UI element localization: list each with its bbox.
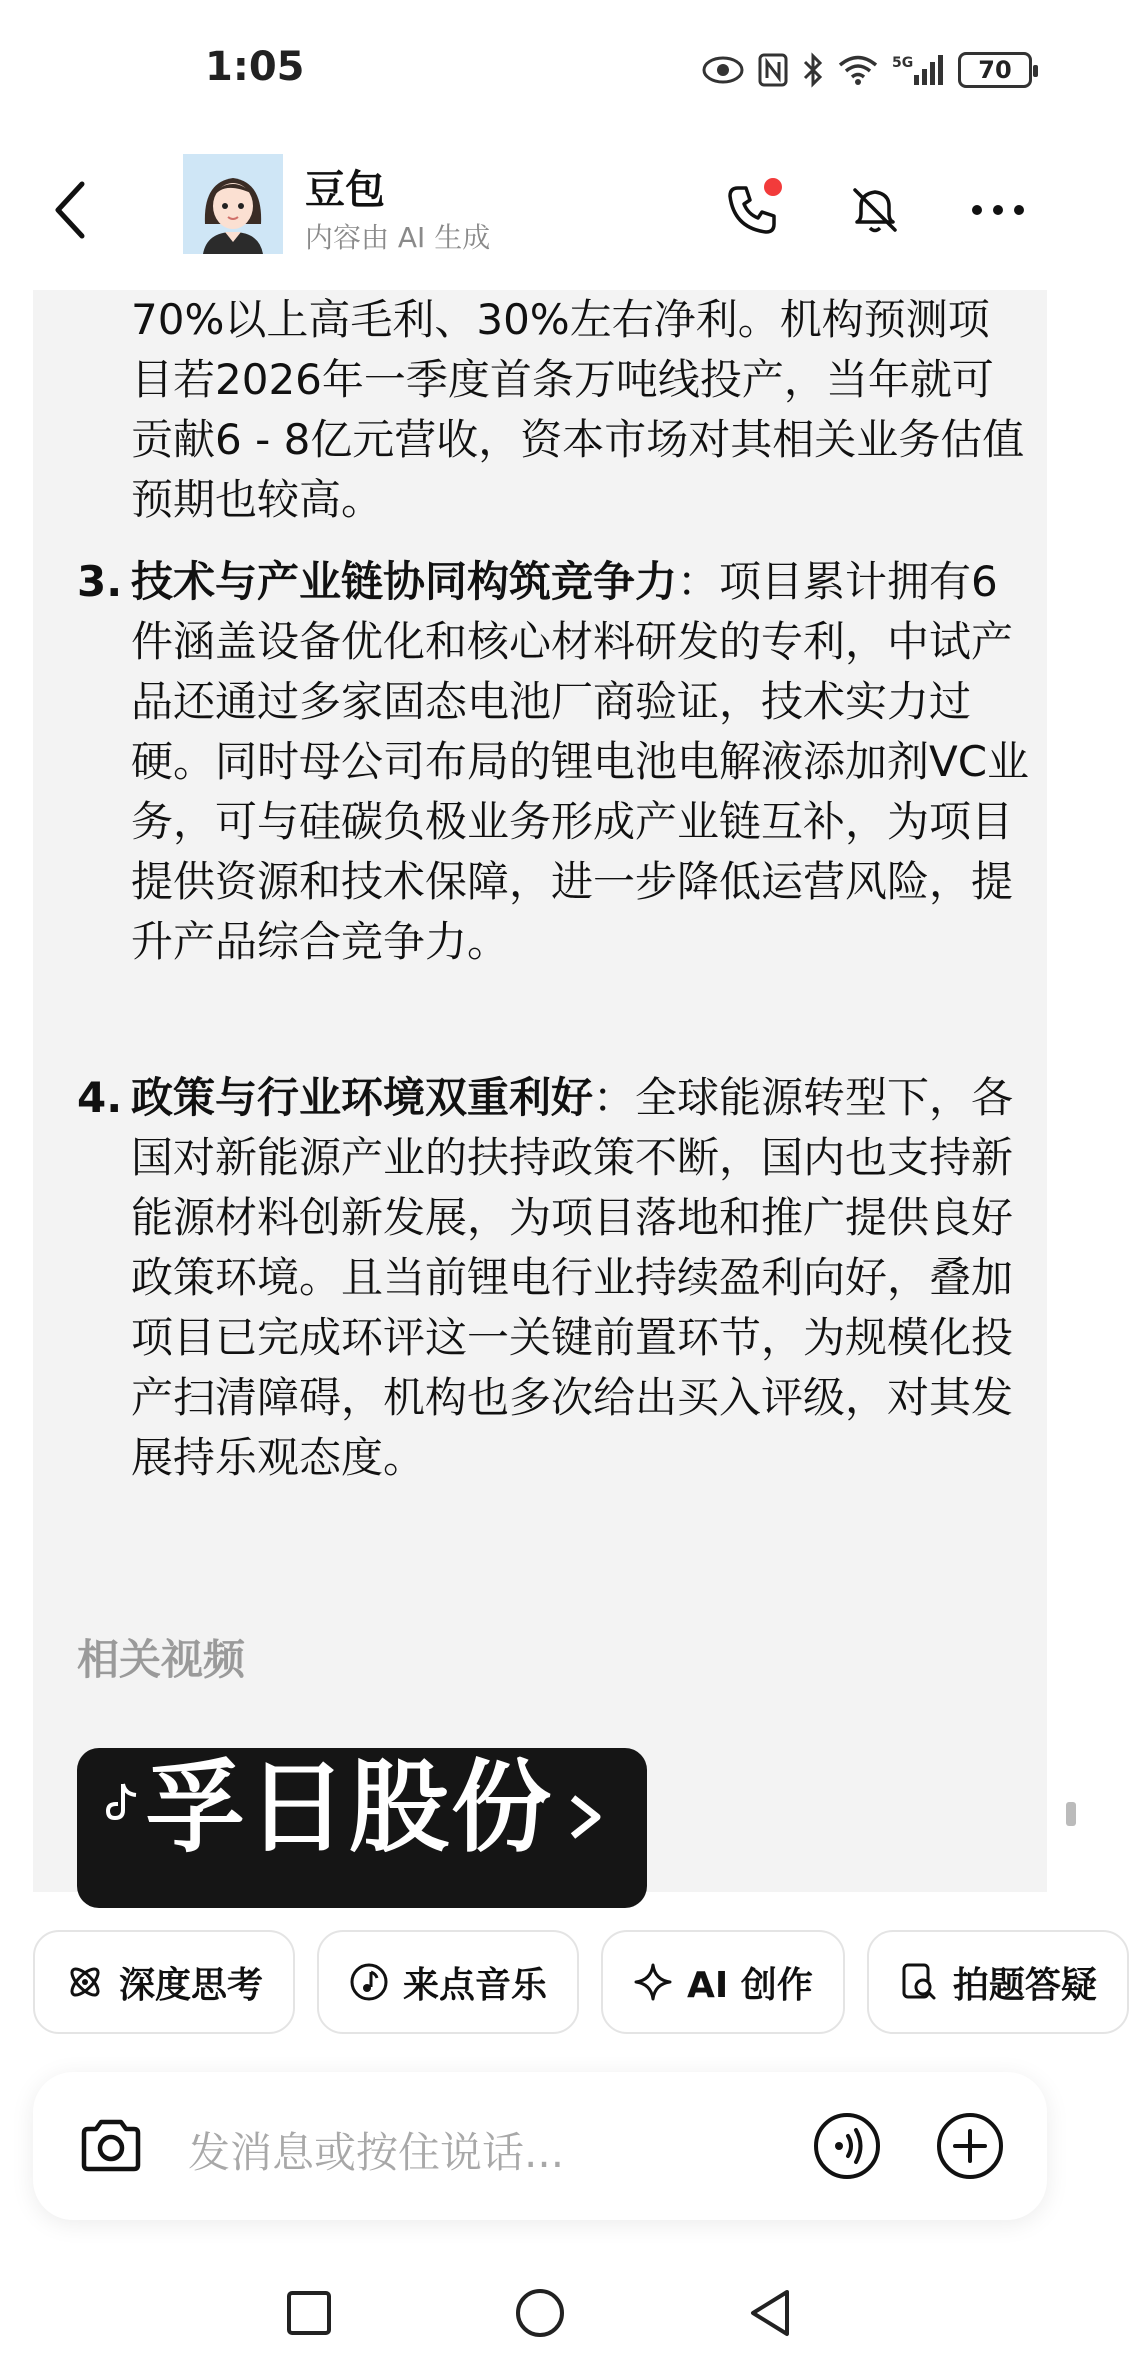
voice-wave-icon: [812, 2111, 882, 2181]
triangle-back-icon: [745, 2286, 795, 2340]
camera-icon: [78, 2117, 144, 2175]
list-item: [131, 552, 1031, 972]
notification-dot: [764, 178, 782, 196]
scrollbar-thumb[interactable]: [1066, 1802, 1076, 1826]
photo-search-icon: [899, 1962, 939, 2002]
nfc-icon: [758, 53, 788, 87]
circle-icon: [513, 2286, 567, 2340]
list-number: 3.: [77, 557, 123, 606]
chat-header: [0, 140, 1080, 290]
chip-deep-thinking[interactable]: [33, 1930, 295, 2034]
message-input-bar: [33, 2072, 1047, 2220]
chevron-left-icon: [50, 180, 90, 240]
related-videos-label: 相关视频: [77, 1635, 246, 1684]
camera-button[interactable]: [71, 2106, 151, 2186]
signal-5g-icon: [892, 53, 944, 87]
svg-text:5G: 5G: [892, 55, 914, 71]
message-paragraph: 70%以上高毛利、30%左右净利。机构预测项目若2026年一季度首条万吨线投产，当年就可贡献6 - 8亿元营收，资本市场对其相关业务估值预期也较高。: [131, 295, 1025, 524]
eye-icon: [702, 55, 744, 85]
square-icon: [284, 2288, 334, 2338]
voice-call-button[interactable]: [712, 170, 792, 250]
list-number: 4.: [77, 1073, 123, 1122]
ai-generated-note: 内容由 AI 生成: [305, 221, 491, 254]
more-button[interactable]: [958, 170, 1038, 250]
more-dots-icon: [970, 203, 1026, 217]
play-icon: [565, 1792, 605, 1842]
sparkle-icon: [633, 1962, 673, 2002]
speaker-muted-icon: [847, 182, 903, 238]
plus-circle-icon: [935, 2111, 1005, 2181]
tiktok-icon: [105, 1782, 139, 1822]
status-icons: [702, 48, 1032, 92]
bot-message: [33, 290, 1047, 1892]
related-video-card[interactable]: [77, 1748, 647, 1908]
list-item-heading: 技术与产业链协同构筑竞争力: [131, 557, 678, 606]
battery-indicator: 70: [958, 52, 1032, 88]
chip-photo-question[interactable]: [867, 1930, 1129, 2034]
list-item-body: ：项目累计拥有6件涵盖设备优化和核心材料研发的专利，中试产品还通过多家固态电池厂商验证，技术实力过硬。同时母公司布局的锂电池电解液添加剂VC业务，可与硅碳负极业务形成产业链互补，为项目提供资源和技术保障，进一步降低运营风险，提升产品综合竞争力。: [131, 557, 1030, 966]
chip-label: AI 创作: [687, 1964, 813, 2006]
bluetooth-icon: [802, 53, 824, 87]
list-item-body: ：全球能源转型下，各国对新能源产业的扶持政策不断，国内也支持新能源材料创新发展，为项目落地和推广提供良好政策环境。且当前锂电行业持续盈利向好，叠加项目已完成环评这一关键前置环节，为规模化投产扫清障碍，机构也多次给出买入评级，对其发展持乐观态度。: [131, 1073, 1014, 1482]
add-attachment-button[interactable]: [930, 2106, 1010, 2186]
bot-avatar-icon: [183, 154, 283, 254]
chip-music[interactable]: [317, 1930, 579, 2034]
avatar[interactable]: [183, 154, 283, 254]
list-item: [131, 1068, 1031, 1488]
back-button[interactable]: [40, 170, 100, 250]
chip-ai-create[interactable]: [601, 1930, 845, 2034]
chip-label: 拍题答疑: [952, 1964, 1097, 2006]
status-bar: [0, 0, 1080, 140]
video-title: 孚日股份: [145, 1749, 553, 1866]
mute-button[interactable]: [835, 170, 915, 250]
system-nav-bar: [0, 2250, 1080, 2376]
voice-mode-button[interactable]: [807, 2106, 887, 2186]
music-icon: [349, 1962, 389, 2002]
bot-name: 豆包: [305, 167, 385, 213]
recent-apps-button[interactable]: [274, 2278, 344, 2348]
quick-actions: [33, 1930, 1097, 2034]
wifi-icon: [838, 54, 878, 86]
chip-label: 来点音乐: [403, 1964, 548, 2006]
list-item-heading: 政策与行业环境双重利好: [131, 1073, 594, 1122]
system-back-button[interactable]: [735, 2278, 805, 2348]
message-input[interactable]: 发消息或按住说话...: [188, 2128, 565, 2177]
atom-icon: [65, 1962, 105, 2002]
status-time: 1:05: [205, 44, 305, 90]
chip-label: 深度思考: [119, 1964, 264, 2006]
home-button[interactable]: [505, 2278, 575, 2348]
